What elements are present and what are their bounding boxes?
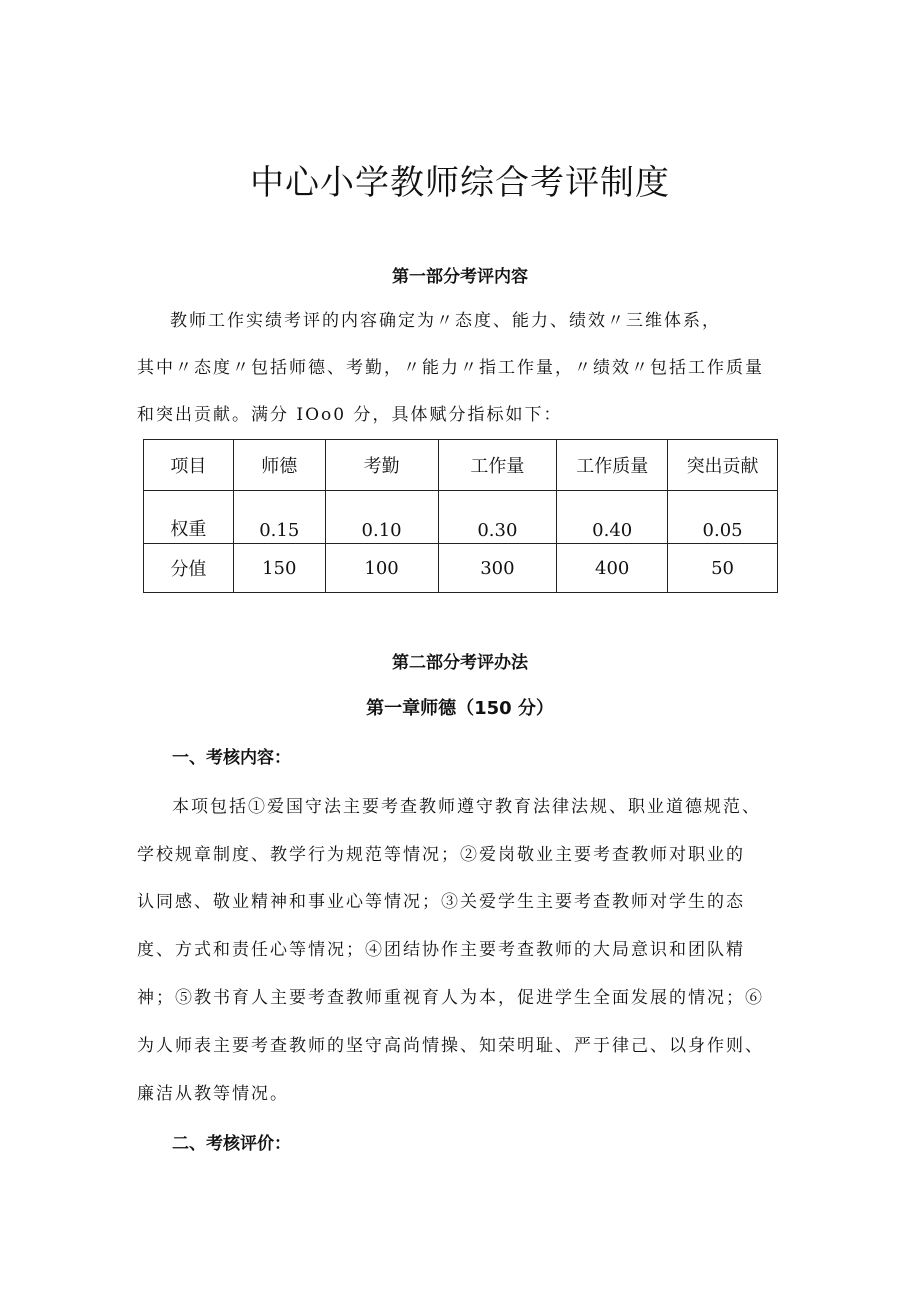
section-heading-evaluation: 二、考核评价：	[172, 1134, 291, 1154]
table-cell: 分值	[144, 544, 234, 593]
part1-line-2: 其中〃态度〃包括师德、考勤，〃能力〃指工作量，〃绩效〃包括工作质量	[137, 358, 764, 378]
table-header-cell: 工作量	[438, 440, 557, 491]
part1-line-3: 和突出贡献。满分 IOo0 分，具体赋分指标如下：	[137, 405, 563, 425]
table-header-cell: 项目	[144, 440, 234, 491]
table-cell: 0.15	[233, 491, 325, 544]
part2-line-7: 廉洁从教等情况。	[137, 1084, 289, 1104]
part1-heading: 第一部分考评内容	[392, 267, 528, 287]
table-cell: 100	[325, 544, 438, 593]
table-header-cell: 师德	[233, 440, 325, 491]
part2-line-3: 认同感、敬业精神和事业心等情况；③关爱学生主要考查教师对学生的态	[137, 892, 745, 912]
table-header-cell: 考勤	[325, 440, 438, 491]
part2-heading: 第二部分考评办法	[392, 653, 528, 673]
part2-line-4: 度、方式和责任心等情况；④团结协作主要考查教师的大局意识和团队精	[137, 940, 745, 960]
document-title: 中心小学教师综合考评制度	[250, 163, 670, 203]
table-cell: 权重	[144, 491, 234, 544]
chapter-heading: 第一章师德（150 分）	[366, 698, 554, 719]
part2-line-1: 本项包括①爱国守法主要考查教师遵守教育法律法规、职业道德规范、	[172, 797, 761, 817]
part1-line-1: 教师工作实绩考评的内容确定为〃态度、能力、绩效〃三维体系，	[170, 311, 721, 331]
table-cell: 0.05	[668, 491, 778, 544]
table-header-cell: 工作质量	[557, 440, 668, 491]
part2-line-2: 学校规章制度、教学行为规范等情况；②爱岗敬业主要考查教师对职业的	[137, 845, 745, 865]
table-row-score	[144, 544, 778, 593]
weights-table	[143, 439, 778, 593]
section-heading-content: 一、考核内容：	[172, 748, 291, 768]
table-row-weight	[144, 491, 778, 544]
table-cell: 0.40	[557, 491, 668, 544]
table-header-row	[144, 440, 778, 491]
table-cell: 0.30	[438, 491, 557, 544]
table-cell: 50	[668, 544, 778, 593]
part2-line-5: 神；⑤教书育人主要考查教师重视育人为本，促进学生全面发展的情况；⑥	[137, 988, 764, 1008]
table-cell: 150	[233, 544, 325, 593]
table-cell: 300	[438, 544, 557, 593]
table-header-cell: 突出贡献	[668, 440, 778, 491]
table-cell: 400	[557, 544, 668, 593]
part2-line-6: 为人师表主要考查教师的坚守高尚情操、知荣明耻、严于律己、以身作则、	[137, 1036, 764, 1056]
table-cell: 0.10	[325, 491, 438, 544]
